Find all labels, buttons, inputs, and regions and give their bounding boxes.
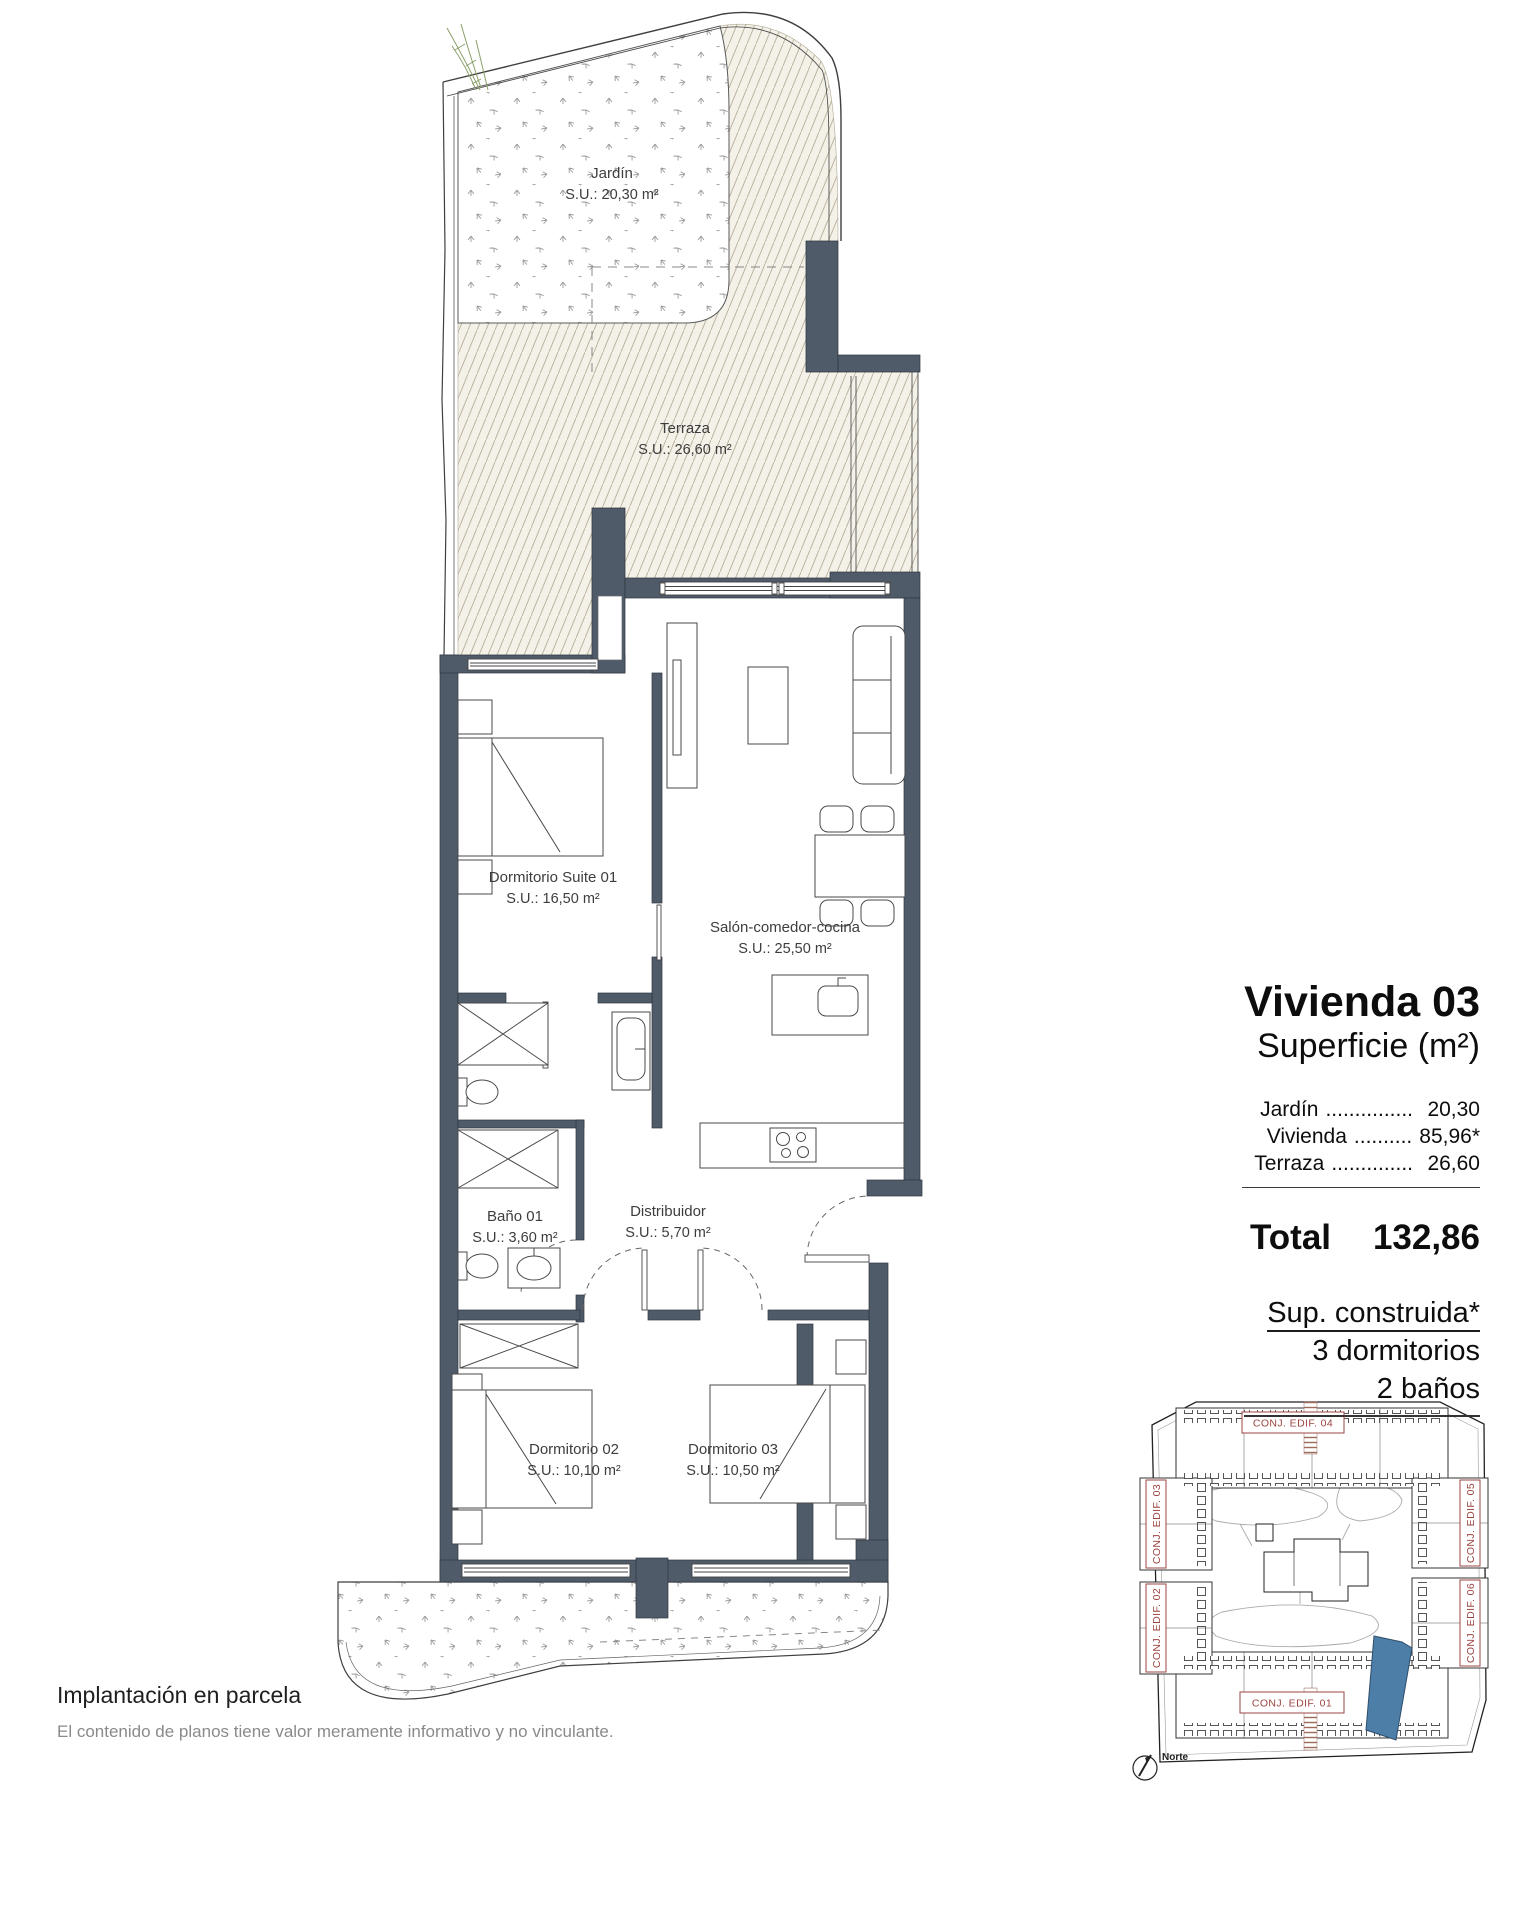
room-label-dorm03: Dormitorio 03	[687, 1441, 779, 1458]
surface-row-jardin	[1242, 1096, 1480, 1123]
row-value: 85,96*	[1419, 1125, 1480, 1149]
row-label: Vivienda	[1266, 1125, 1347, 1149]
site-label-edif02: CONJ. EDIF. 02	[1151, 1587, 1163, 1669]
room-area-salon: S.U.: 25,50 m²	[738, 941, 832, 957]
row-dots: ..............	[1331, 1152, 1413, 1176]
summary-panel	[1010, 980, 1480, 1417]
row-dots: ...............	[1325, 1097, 1413, 1121]
baths-note: 2 baños	[1376, 1373, 1480, 1406]
room-label-distribuidor: Distribuidor	[630, 1203, 706, 1220]
surface-row-vivienda	[1242, 1123, 1480, 1150]
dorm03-furniture	[710, 1340, 866, 1539]
site-label-edif04: CONJ. EDIF. 04	[1252, 1417, 1334, 1430]
footer	[57, 1682, 614, 1742]
dorm02-furniture	[452, 1324, 592, 1544]
surface-table	[1242, 1096, 1480, 1188]
room-area-suite: S.U.: 16,50 m²	[506, 891, 600, 907]
site-label-edif03: CONJ. EDIF. 03	[1151, 1483, 1163, 1565]
room-label-salon: Salón-comedor-cocina	[709, 919, 861, 936]
surface-subtitle: Superficie (m²)	[1257, 1026, 1480, 1065]
site-label-edif06: CONJ. EDIF. 06	[1465, 1582, 1477, 1664]
room-area-terraza: S.U.: 26,60 m²	[638, 442, 732, 458]
room-area-bano: S.U.: 3,60 m²	[472, 1230, 558, 1246]
north-label: Norte	[1162, 1752, 1189, 1763]
doors	[521, 905, 869, 1310]
total-label: Total	[1250, 1217, 1332, 1257]
room-label-terraza: Terraza	[659, 420, 711, 437]
total-value: 132,86	[1372, 1217, 1480, 1257]
site-plan	[1133, 1402, 1488, 1780]
room-label-suite: Dormitorio Suite 01	[488, 869, 618, 886]
room-label-jardin: Jardín	[591, 165, 633, 182]
room-area-dorm03: S.U.: 10,50 m²	[686, 1463, 780, 1479]
unit-title: Vivienda 03	[1244, 978, 1480, 1026]
row-value: 20,30	[1427, 1097, 1480, 1121]
room-area-dorm02: S.U.: 10,10 m²	[527, 1463, 621, 1479]
room-area-distribuidor: S.U.: 5,70 m²	[625, 1225, 711, 1241]
row-value: 26,60	[1427, 1152, 1480, 1176]
kitchen	[700, 975, 904, 1168]
built-surface-note: Sup. construida*	[1244, 1294, 1480, 1332]
living-furniture	[667, 623, 905, 926]
room-area-jardin: S.U.: 20,30 m²	[565, 187, 659, 203]
site-label-edif05: CONJ. EDIF. 05	[1465, 1482, 1477, 1564]
site-label-edif01: CONJ. EDIF. 01	[1251, 1697, 1333, 1710]
bedrooms-note: 3 dormitorios	[1312, 1334, 1480, 1367]
footer-disclaimer: El contenido de planos tiene valor meramente informativo y no vinculante.	[57, 1722, 614, 1741]
row-dots: ..........	[1353, 1125, 1413, 1149]
pillar-niche	[598, 596, 622, 660]
total-row	[1250, 1218, 1480, 1258]
room-label-bano: Baño 01	[487, 1208, 543, 1225]
notes-block	[1244, 1294, 1480, 1418]
room-label-dorm02: Dormitorio 02	[528, 1441, 620, 1458]
row-label: Jardín	[1260, 1097, 1319, 1121]
surface-row-terraza	[1242, 1150, 1480, 1177]
footer-title: Implantación en parcela	[57, 1682, 302, 1708]
row-label: Terraza	[1254, 1152, 1325, 1176]
